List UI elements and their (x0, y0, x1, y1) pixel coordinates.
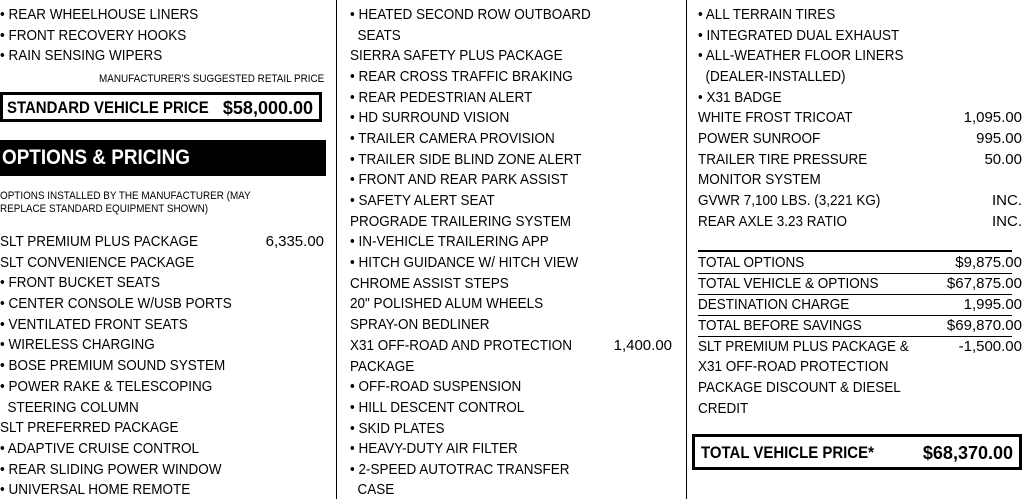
list-item: • FRONT BUCKET SEATS (0, 274, 161, 291)
standard-price-label: STANDARD VEHICLE PRICE (7, 98, 209, 117)
totals-value: $69,870.00 (946, 317, 1022, 334)
msrp-caption: MANUFACTURER'S SUGGESTED RETAIL PRICE (98, 73, 324, 85)
totals-row: TOTAL VEHICLE & OPTIONS (698, 275, 879, 292)
list-item: • VENTILATED FRONT SEATS (0, 316, 188, 333)
list-item: • TRAILER SIDE BLIND ZONE ALERT (350, 151, 582, 168)
list-item: • HILL DESCENT CONTROL (350, 399, 525, 416)
list-item: • 2-SPEED AUTOTRAC TRANSFER (350, 461, 570, 478)
list-item: • ADAPTIVE CRUISE CONTROL (0, 440, 200, 457)
list-item: • RAIN SENSING WIPERS (0, 47, 163, 64)
item-price: 1,400.00 (613, 337, 672, 354)
list-item: • SKID PLATES (350, 420, 445, 437)
total-price-label: TOTAL VEHICLE PRICE* (701, 443, 874, 462)
list-item: SIERRA SAFETY PLUS PACKAGE (350, 47, 563, 64)
list-item: REAR AXLE 3.23 RATIO (698, 213, 848, 230)
column-divider-left (336, 0, 337, 499)
list-item: • REAR SLIDING POWER WINDOW (0, 461, 222, 478)
options-note: OPTIONS INSTALLED BY THE MANUFACTURER (MAY REPLACE STANDARD EQUIPMENT SHOWN) (0, 190, 251, 215)
list-item: • UNIVERSAL HOME REMOTE (0, 481, 191, 498)
list-item: SLT PREMIUM PLUS PACKAGE (0, 233, 199, 250)
list-item: SPRAY-ON BEDLINER (350, 316, 490, 333)
options-header-text: OPTIONS & PRICING (2, 146, 190, 169)
standard-price-box (0, 92, 322, 122)
list-item: (DEALER-INSTALLED) (698, 68, 846, 85)
list-item: WHITE FROST TRICOAT (698, 109, 853, 126)
list-item: • BOSE PREMIUM SOUND SYSTEM (0, 357, 226, 374)
list-item: CASE (350, 481, 395, 498)
column-middle (338, 0, 684, 499)
totals-row: X31 OFF-ROAD PROTECTION (698, 358, 889, 375)
totals-row: SLT PREMIUM PLUS PACKAGE & (698, 338, 909, 355)
item-price: 6,335.00 (265, 233, 324, 250)
list-item: PACKAGE (350, 358, 415, 375)
total-price-value: $68,370.00 (922, 443, 1013, 463)
list-item: • HD SURROUND VISION (350, 109, 510, 126)
list-item: • CENTER CONSOLE W/USB PORTS (0, 295, 232, 312)
list-item: X31 OFF-ROAD AND PROTECTION (350, 337, 573, 354)
item-price: 50.00 (984, 151, 1022, 168)
list-item: 20" POLISHED ALUM WHEELS (350, 295, 544, 312)
totals-row: TOTAL BEFORE SAVINGS (698, 317, 862, 334)
list-item: • X31 BADGE (698, 89, 782, 106)
list-item: SLT PREFERRED PACKAGE (0, 419, 179, 436)
totals-value: $9,875.00 (955, 254, 1022, 271)
list-item: • IN-VEHICLE TRAILERING APP (350, 233, 549, 250)
list-item: SLT CONVENIENCE PACKAGE (0, 254, 195, 271)
options-header (0, 140, 326, 176)
list-item: • FRONT RECOVERY HOOKS (0, 27, 187, 44)
list-item: SEATS (350, 27, 401, 44)
column-right (688, 0, 1024, 499)
list-item: • REAR WHEELHOUSE LINERS (0, 6, 199, 23)
list-item: • FRONT AND REAR PARK ASSIST (350, 171, 569, 188)
list-item: • WIRELESS CHARGING (0, 336, 155, 353)
list-item: CHROME ASSIST STEPS (350, 275, 509, 292)
list-item: STEERING COLUMN (0, 399, 139, 416)
item-price: 1,095.00 (963, 109, 1022, 126)
item-price: INC. (992, 192, 1022, 209)
list-item: • HEATED SECOND ROW OUTBOARD (350, 6, 591, 23)
list-item: POWER SUNROOF (698, 130, 821, 147)
list-item: • INTEGRATED DUAL EXHAUST (698, 27, 900, 44)
list-item: MONITOR SYSTEM (698, 171, 821, 188)
list-item: • OFF-ROAD SUSPENSION (350, 378, 522, 395)
column-left (0, 0, 336, 499)
totals-value: $67,875.00 (946, 275, 1022, 292)
totals-row: PACKAGE DISCOUNT & DIESEL (698, 379, 901, 396)
list-item: GVWR 7,100 LBS. (3,221 KG) (698, 192, 881, 209)
item-price: INC. (992, 213, 1022, 230)
list-item: • ALL-WEATHER FLOOR LINERS (698, 47, 904, 64)
list-item: PROGRADE TRAILERING SYSTEM (350, 213, 572, 230)
list-item: • HEAVY-DUTY AIR FILTER (350, 440, 518, 457)
totals-row: CREDIT (698, 400, 749, 417)
column-divider-right (686, 0, 687, 499)
standard-price-value: $58,000.00 (222, 98, 313, 118)
list-item: • SAFETY ALERT SEAT (350, 192, 495, 209)
list-item: • TRAILER CAMERA PROVISION (350, 130, 555, 147)
item-price: 995.00 (976, 130, 1022, 147)
total-price-box (692, 434, 1022, 470)
totals-row: TOTAL OPTIONS (698, 254, 805, 271)
list-item: • REAR PEDESTRIAN ALERT (350, 89, 533, 106)
totals-value: 1,995.00 (963, 296, 1022, 313)
list-item: • REAR CROSS TRAFFIC BRAKING (350, 68, 573, 85)
list-item: TRAILER TIRE PRESSURE (698, 151, 868, 168)
totals-row: DESTINATION CHARGE (698, 296, 850, 313)
list-item: • HITCH GUIDANCE W/ HITCH VIEW (350, 254, 579, 271)
list-item: • ALL TERRAIN TIRES (698, 6, 836, 23)
list-item: • POWER RAKE & TELESCOPING (0, 378, 213, 395)
totals-value: -1,500.00 (958, 338, 1022, 355)
